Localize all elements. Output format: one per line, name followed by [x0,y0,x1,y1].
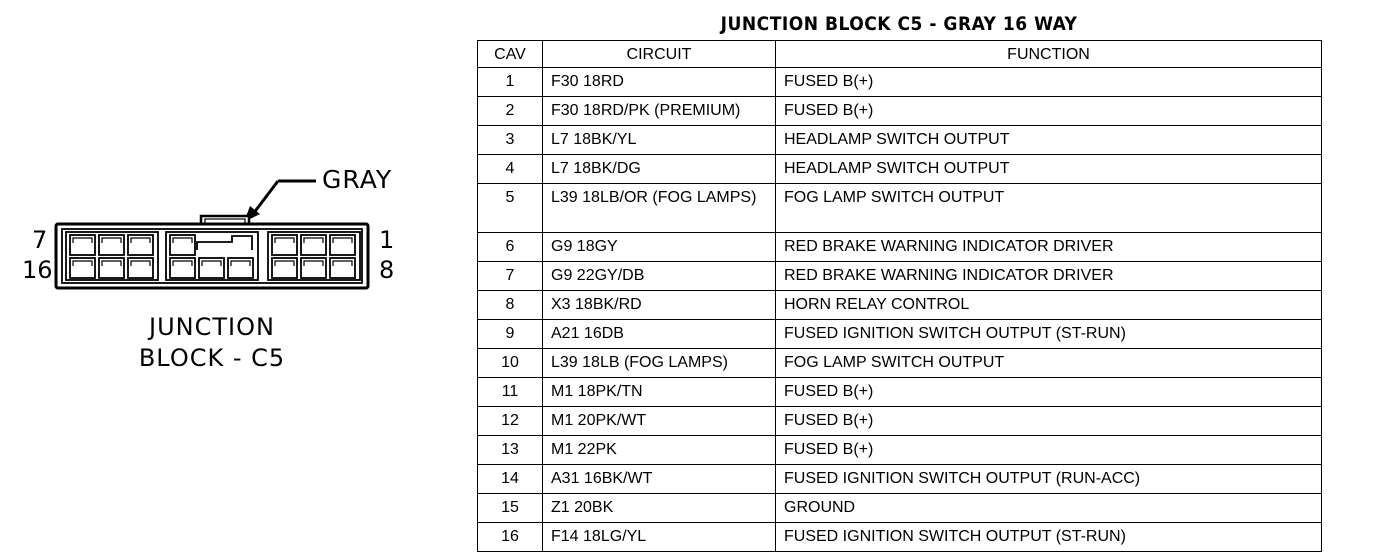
caption-line-2: BLOCK - C5 [138,344,286,372]
cell-function: FOG LAMP SWITCH OUTPUT [776,349,1322,378]
cell-circuit: Z1 20BK [543,494,776,523]
cell-cav: 3 [478,126,543,155]
table-body [478,68,1322,552]
pin-number-bottom-left: 16 [22,256,53,284]
cell-cav: 10 [478,349,543,378]
cell-function: FUSED B(+) [776,378,1322,407]
cell-function: FOG LAMP SWITCH OUTPUT [776,184,1322,233]
cell-function: GROUND [776,494,1322,523]
header-function: FUNCTION [776,41,1322,68]
cell-cav: 14 [478,465,543,494]
cell-cav: 7 [478,262,543,291]
cell-circuit: F30 18RD/PK (PREMIUM) [543,97,776,126]
cell-function: FUSED B(+) [776,436,1322,465]
cell-function: FUSED B(+) [776,407,1322,436]
table-row [478,465,1322,494]
connector-caption [112,312,312,374]
cell-function: FUSED IGNITION SWITCH OUTPUT (ST-RUN) [776,523,1322,552]
cell-circuit: M1 18PK/TN [543,378,776,407]
cell-circuit: F30 18RD [543,68,776,97]
caption-line-1: JUNCTION [149,313,275,341]
cell-circuit: L7 18BK/DG [543,155,776,184]
cell-cav: 4 [478,155,543,184]
cell-function: FUSED IGNITION SWITCH OUTPUT (RUN-ACC) [776,465,1322,494]
table-row [478,233,1322,262]
table-row [478,68,1322,97]
cell-cav: 5 [478,184,543,233]
cell-function: FUSED B(+) [776,97,1322,126]
pinout-table [477,40,1322,552]
cell-cav: 11 [478,378,543,407]
table-row [478,155,1322,184]
table-row [478,291,1322,320]
cell-cav: 1 [478,68,543,97]
connector-diagram [0,0,470,548]
cell-function: HEADLAMP SWITCH OUTPUT [776,126,1322,155]
color-label: GRAY [322,165,393,194]
table-row [478,349,1322,378]
cell-cav: 6 [478,233,543,262]
table-row [478,126,1322,155]
cell-cav: 15 [478,494,543,523]
cell-cav: 12 [478,407,543,436]
cell-cav: 2 [478,97,543,126]
table-row [478,97,1322,126]
cell-function: RED BRAKE WARNING INDICATOR DRIVER [776,262,1322,291]
cell-circuit: X3 18BK/RD [543,291,776,320]
table-row [478,494,1322,523]
table-row [478,320,1322,349]
table-title: JUNCTION BLOCK C5 - GRAY 16 WAY [720,13,1078,35]
connector-drawing [0,0,470,548]
cell-function: HORN RELAY CONTROL [776,291,1322,320]
cell-circuit: A21 16DB [543,320,776,349]
cell-circuit: L7 18BK/YL [543,126,776,155]
cell-circuit: M1 22PK [543,436,776,465]
cell-circuit: F14 18LG/YL [543,523,776,552]
table-row [478,436,1322,465]
pin-number-top-left: 7 [32,226,48,254]
header-cav: CAV [478,41,543,68]
cell-function: FUSED B(+) [776,68,1322,97]
cell-cav: 16 [478,523,543,552]
cell-circuit: G9 18GY [543,233,776,262]
cell-function: HEADLAMP SWITCH OUTPUT [776,155,1322,184]
pin-number-bottom-right: 8 [379,256,395,284]
cell-cav: 9 [478,320,543,349]
table-row [478,407,1322,436]
cell-cav: 13 [478,436,543,465]
table-row [478,184,1322,233]
table-row [478,523,1322,552]
label-leader-arrow [253,181,278,214]
cell-function: RED BRAKE WARNING INDICATOR DRIVER [776,233,1322,262]
cell-circuit: M1 20PK/WT [543,407,776,436]
pin-number-top-right: 1 [379,226,395,254]
cell-circuit: G9 22GY/DB [543,262,776,291]
table-row [478,262,1322,291]
cell-circuit: L39 18LB/OR (FOG LAMPS) [543,184,776,233]
table-header-row [478,41,1322,68]
cell-circuit: L39 18LB (FOG LAMPS) [543,349,776,378]
cell-cav: 8 [478,291,543,320]
header-circuit: CIRCUIT [543,41,776,68]
cell-circuit: A31 16BK/WT [543,465,776,494]
table-row [478,378,1322,407]
cell-function: FUSED IGNITION SWITCH OUTPUT (ST-RUN) [776,320,1322,349]
